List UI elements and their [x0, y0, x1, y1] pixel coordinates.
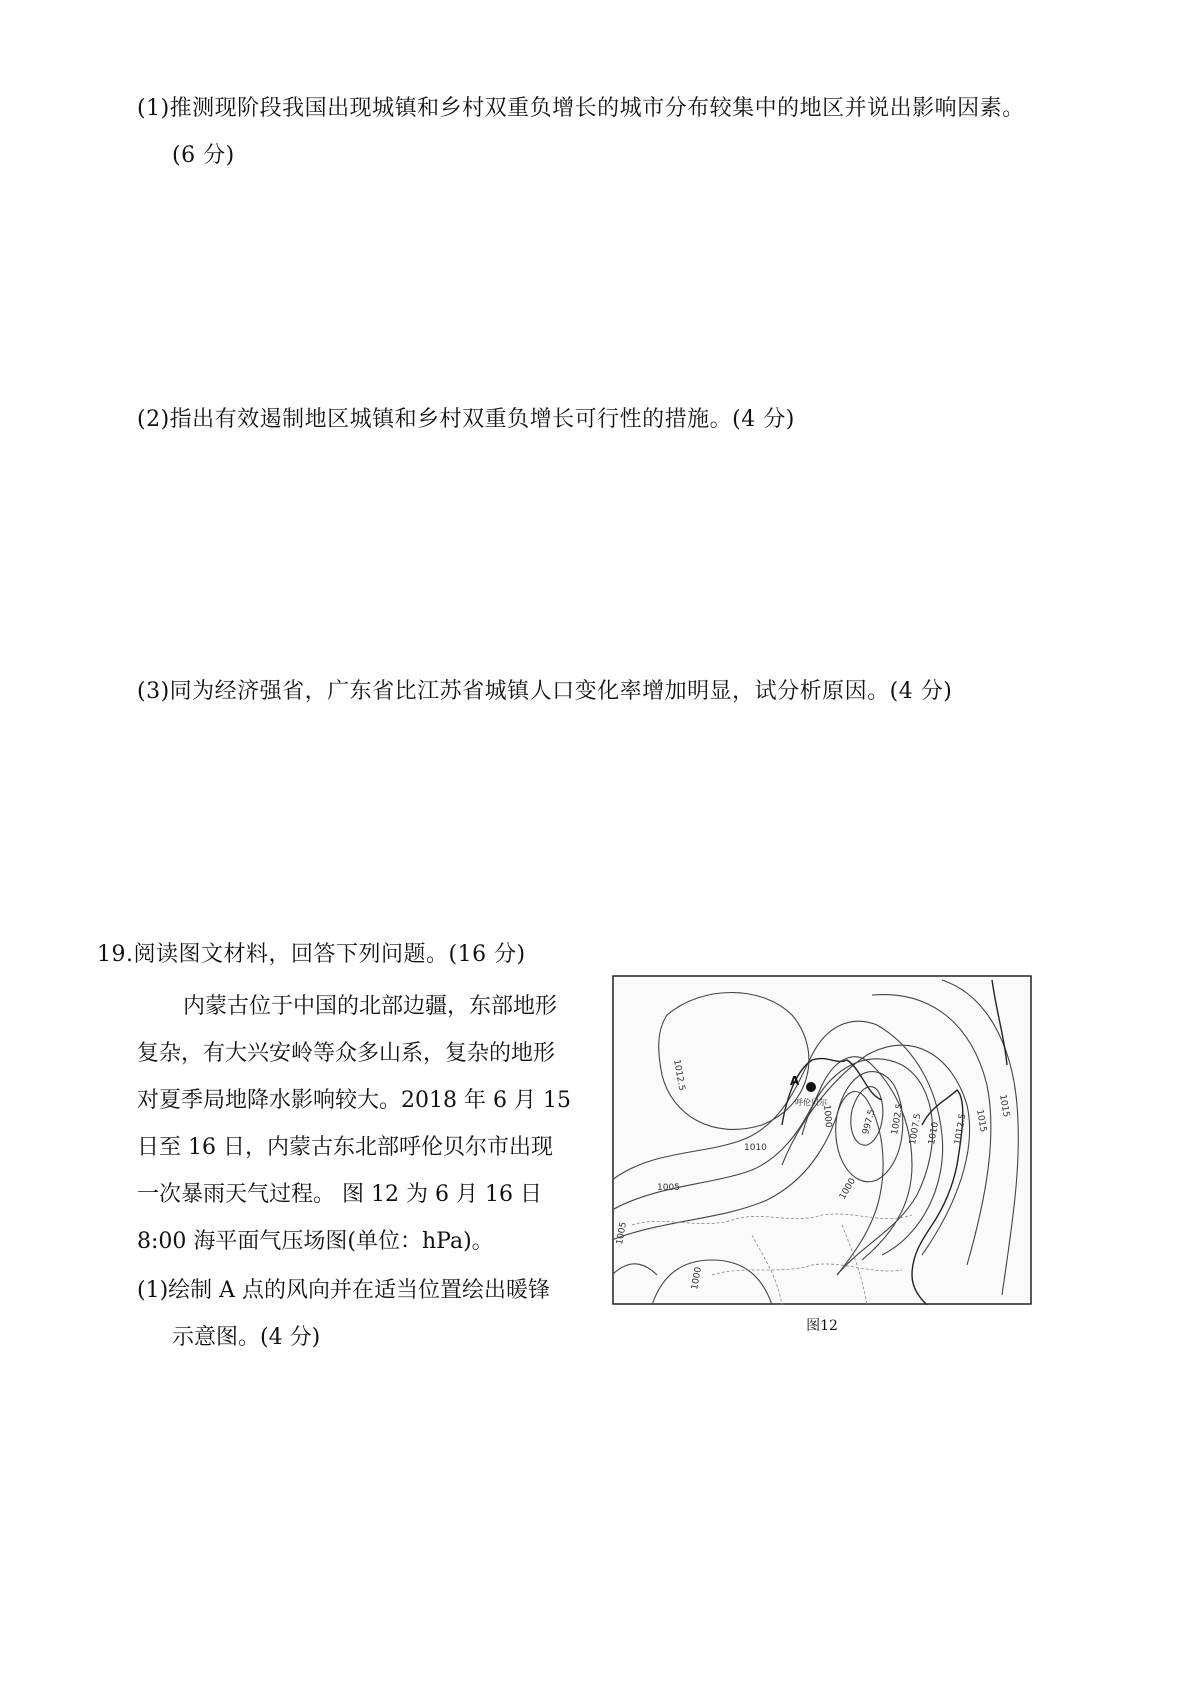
isobar-label: 1010 — [927, 1121, 941, 1146]
isobar-label: 1007.5 — [908, 1112, 924, 1146]
material-line: 日至 16 日，内蒙古东北部呼伦贝尔市出现 — [137, 1135, 553, 1160]
material-line: 8:00 海平面气压场图(单位：hPa)。 — [137, 1229, 494, 1254]
isobar-label: 1000 — [821, 1104, 833, 1129]
question-18-1-score: (6 分) — [172, 143, 235, 168]
city-label: 呼伦贝尔 — [795, 1098, 827, 1107]
material-line: 一次暴雨天气过程。 图 12 为 6 月 16 日 — [137, 1182, 542, 1207]
question-19-1-line: 示意图。(4 分) — [172, 1325, 321, 1350]
question-18-2: (2)指出有效遏制地区城镇和乡村双重负增长可行性的措施。(4 分) — [137, 407, 795, 432]
question-19-material — [137, 983, 607, 1265]
isobar-label: 1010 — [744, 1143, 767, 1153]
material-line: 复杂，有大兴安岭等众多山系，复杂的地形 — [137, 1041, 556, 1066]
isobar-label: 1005 — [657, 1183, 680, 1193]
isobar-label: 997.5 — [861, 1108, 878, 1136]
isobar-label: 1000 — [690, 1266, 704, 1291]
isobar-label: 1002.5 — [890, 1102, 906, 1136]
material-line: 对夏季局地降水影响较大。2018 年 6 月 15 — [137, 1088, 571, 1113]
pressure-map-figure — [612, 975, 1032, 1334]
material-line: 内蒙古位于中国的北部边疆，东部地形 — [183, 994, 558, 1019]
sea-level-pressure-map — [612, 975, 1032, 1305]
figure-caption: 图12 — [806, 1318, 838, 1334]
point-a-label: A — [790, 1074, 800, 1088]
isobar-label: 1015 — [974, 1108, 988, 1134]
question-19-1-line: (1)绘制 A 点的风向并在适当位置绘出暖锋 — [137, 1278, 551, 1303]
question-19-1 — [137, 1267, 550, 1361]
question-19-title: 19.阅读图文材料，回答下列问题。(16 分) — [97, 942, 526, 967]
isobar-label: 1012.5 — [953, 1112, 969, 1146]
isobar-label: 1005 — [615, 1221, 629, 1246]
isobar-label: 1012.5 — [671, 1058, 687, 1092]
question-18-3: (3)同为经济强省，广东省比江苏省城镇人口变化率增加明显，试分析原因。(4 分) — [137, 679, 953, 704]
question-18-1: (1)推测现阶段我国出现城镇和乡村双重负增长的城市分布较集中的地区并说出影响因素。 — [137, 96, 1025, 121]
isobar-label: 1000 — [837, 1176, 859, 1202]
isobar-label: 1015 — [997, 1093, 1011, 1119]
point-a-marker — [806, 1082, 816, 1092]
